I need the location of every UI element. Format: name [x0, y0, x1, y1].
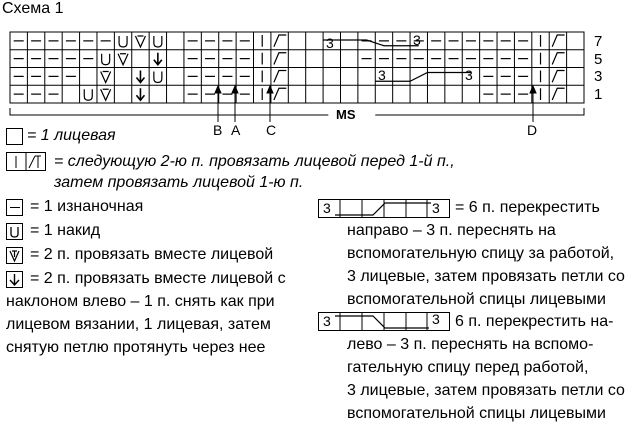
legend-ssk-line2: наклоном влево – 1 п. снять как при: [6, 293, 275, 310]
legend-ssk-line3: лицевом вязании, 1 лицевая, затем: [6, 316, 271, 333]
legend-purl: = 1 изнаночная: [30, 198, 144, 215]
twist-mark: [274, 53, 286, 65]
row-number-3: 3: [594, 68, 603, 85]
legend-cable-left-line2: лево – 3 п. переснять на вспомо-: [347, 336, 594, 353]
yarn-over-mark: [102, 54, 110, 65]
yarn-over-mark: [154, 72, 162, 83]
twist-mark: [274, 88, 286, 100]
marker-b: B: [213, 122, 223, 138]
legend-cable-right-line3: вспомогательную спицу за работой,: [347, 245, 615, 262]
legend-yarn-over: = 1 накид: [30, 222, 101, 239]
cable-left-symbol: [318, 312, 450, 331]
cable-label: 3: [465, 67, 473, 83]
legend-cable-left-line1: 6 п. перекрестить на-: [455, 313, 614, 330]
marker-a: A: [231, 122, 241, 138]
ssk-mark: [154, 53, 162, 65]
row-number-7: 7: [594, 33, 603, 50]
twist-mark: [552, 88, 564, 100]
legend-ssk-line1: = 2 п. провязать вместе лицевой с: [30, 270, 286, 287]
ms-bracket-right: [375, 108, 584, 115]
twist-mark: [552, 35, 564, 47]
legend-cable-right-line1: = 6 п. перекрестить: [455, 199, 600, 216]
chart-arrows: [10, 86, 584, 122]
yarn-over-mark: [84, 89, 92, 100]
cable-left-number: 3: [323, 313, 331, 329]
arrow-a-head: [232, 86, 238, 93]
legend-cable-right-line5: вспомогательной спицы лицевыми: [347, 291, 606, 308]
ms-bracket-left: [10, 108, 328, 115]
cable-label: 3: [413, 32, 421, 48]
twist-symbol: [6, 152, 46, 171]
yarn-over-mark: [119, 36, 127, 47]
cable-right-number-end: 3: [432, 200, 440, 216]
k2tog-mark: [135, 36, 145, 47]
chart-grid: [10, 32, 584, 103]
chart-title: Схема 1: [2, 0, 64, 17]
yarn-over-mark: [154, 36, 162, 47]
legend-twist-line1: = следующую 2-ю п. провязать лицевой перед 1-й п.,: [54, 153, 455, 170]
cable-label: 3: [378, 67, 386, 83]
legend-k2tog: = 2 п. провязать вместе лицевой: [30, 246, 274, 263]
arrow-c-head: [267, 86, 273, 93]
row-number-5: 5: [594, 51, 603, 68]
legend-ssk-line4: снятую петлю протянуть через нее: [6, 339, 266, 356]
legend-cable-right-line2: направо – 3 п. переснять на: [347, 222, 556, 239]
cable-label: 3: [326, 35, 334, 51]
yarn-over-symbol: [6, 223, 23, 240]
cable-right-number: 3: [323, 200, 331, 216]
ms-label: MS: [336, 107, 356, 122]
ssk-mark: [136, 88, 144, 100]
row-number-1: 1: [594, 86, 603, 103]
marker-c: C: [266, 122, 277, 138]
twist-mark: [552, 53, 564, 65]
arrow-d-head: [530, 86, 536, 93]
k2tog-mark: [118, 54, 128, 65]
cable-left-mark: [375, 73, 471, 82]
k2tog-mark: [101, 89, 111, 100]
legend-cable-left-line5: вспомогательной спицы лицевыми: [347, 405, 606, 422]
ssk-symbol: [6, 271, 23, 288]
cable-left-number-end: 3: [432, 311, 440, 327]
legend-cable-left-line3: гательную спицу перед работой,: [347, 359, 589, 376]
twist-mark: [552, 71, 564, 83]
legend-cable-left-line4: 3 лицевые, затем провязать петли со: [347, 382, 625, 399]
knit-symbol: [6, 128, 23, 145]
purl-symbol: [6, 199, 23, 216]
twist-mark: [274, 71, 286, 83]
k2tog-symbol: [6, 247, 23, 264]
legend-cable-right-line4: 3 лицевые, затем провязать петли со: [347, 268, 625, 285]
arrow-b-head: [215, 86, 221, 93]
marker-d: D: [527, 122, 538, 138]
twist-mark: [274, 35, 286, 47]
ssk-mark: [136, 71, 144, 83]
legend-knit: = 1 лицевая: [27, 127, 116, 144]
legend-twist-line2: затем провязать лицевой 1-ю п.: [54, 174, 304, 191]
cable-right-symbol: [318, 199, 450, 218]
k2tog-mark: [101, 72, 111, 83]
